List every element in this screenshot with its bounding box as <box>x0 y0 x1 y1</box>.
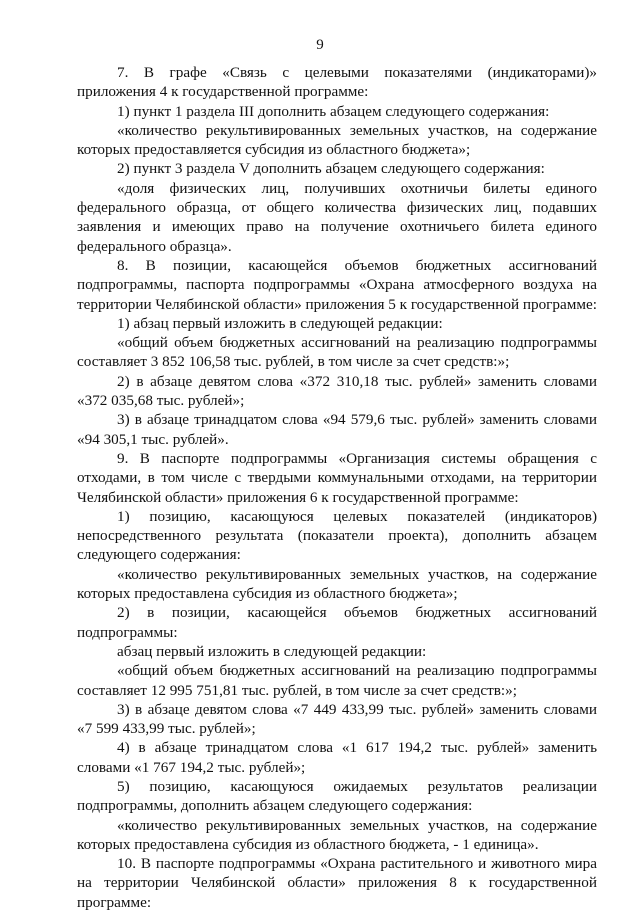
paragraph: «общий объем бюджетных ассигнований на реализацию подпрограммы составляет 12 995 751,81 тыс. рублей, в том числе за счет средств:»; <box>77 662 597 699</box>
paragraph: 3) в абзаце девятом слова «7 449 433,99 тыс. рублей» заменить словами «7 599 433,99 тыс. рублей»; <box>77 700 597 738</box>
paragraph: 2) в позиции, касающейся объемов бюджетных ассигнований подпрограммы: <box>77 604 597 641</box>
paragraph: 10. В паспорте подпрограммы «Охрана растительного и животного мира на территории Челябинской области» приложения 8 к государственной программе: <box>77 855 597 911</box>
paragraph: 2) пункт 3 раздела V дополнить абзацем следующего содержания: <box>117 160 545 178</box>
paragraph: «количество рекультивированных земельных участков, на содержание которых предоставлена субсидия из областного бюджета»; <box>77 565 597 603</box>
paragraph: 1) позицию, касающуюся целевых показателей (индикаторов) непосредственного результата (показатели проекта), дополнить абзацем следующего содержания: <box>77 507 597 564</box>
paragraph: 3) в абзаце тринадцатом слова «94 579,6 тыс. рублей» заменить словами «94 305,1 тыс. рублей». <box>77 411 597 448</box>
document-body <box>77 63 597 912</box>
paragraph: 2) в абзаце девятом слова «372 310,18 тыс. рублей» заменить словами «372 035,68 тыс. рублей»; <box>77 372 597 410</box>
paragraph: 4) в абзаце тринадцатом слова «1 617 194,2 тыс. рублей» заменить словами «1 767 194,2 тыс. рублей»; <box>77 739 597 776</box>
page-number: 9 <box>316 37 324 53</box>
paragraph: «количество рекультивированных земельных участков, на содержание которых предоставляется субсидия из областного бюджета»; <box>77 121 597 159</box>
paragraph: 1) абзац первый изложить в следующей редакции: <box>117 314 443 332</box>
paragraph: «общий объем бюджетных ассигнований на реализацию подпрограммы составляет 3 852 106,58 тыс. рублей, в том числе за счет средств:»; <box>77 334 597 371</box>
paragraph: «количество рекультивированных земельных участков, на содержание которых предоставлена субсидия из областного бюджета, - 1 единица». <box>77 816 597 853</box>
paragraph: 1) пункт 1 раздела III дополнить абзацем следующего содержания: <box>117 102 550 120</box>
paragraph: 7. В графе «Связь с целевыми показателями (индикаторами)» приложения 4 к государственной программе: <box>77 64 597 101</box>
paragraph: 5) позицию, касающуюся ожидаемых результатов реализации подпрограммы, дополнить абзацем следующего содержания: <box>77 777 597 815</box>
paragraph: абзац первый изложить в следующей редакции: <box>117 642 427 660</box>
paragraph: 8. В позиции, касающейся объемов бюджетных ассигнований подпрограммы, паспорта подпрограммы «Охрана атмосферного воздуха на территории Челябинской области» приложения 5 к государственной программе: <box>77 256 597 313</box>
paragraph: 9. В паспорте подпрограммы «Организация системы обращения с отходами, в том числе с твердыми коммунальными отходами, на территории Челябинской области» приложения 6 к государственной программе: <box>77 449 597 506</box>
paragraph: «доля физических лиц, получивших охотничьи билеты единого федерального образца, от общего количества физических лиц, подавших заявления и имеющих право на получение охотничьего билета единого федерального образца». <box>77 179 597 255</box>
